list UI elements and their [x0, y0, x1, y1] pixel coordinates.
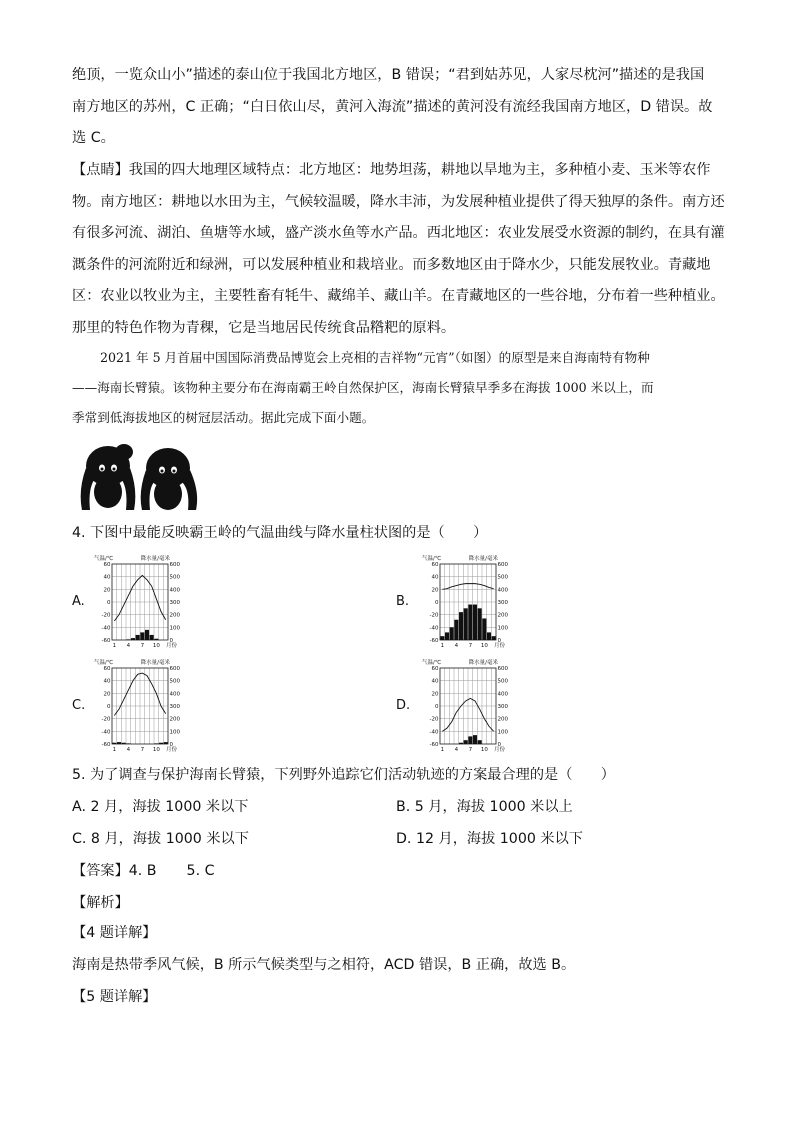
month-axis-label: 月份 — [166, 747, 178, 753]
temp-tick-label: -40 — [101, 625, 111, 632]
precip-tick-label: 200 — [169, 612, 180, 619]
precip-bar — [112, 743, 116, 744]
answer-5: 5. C — [186, 863, 215, 879]
answer-tag: 【答案】 — [72, 863, 129, 879]
month-tick-label: 10 — [152, 747, 160, 753]
precip-bar — [487, 632, 491, 640]
month-tick-label: 1 — [440, 747, 445, 753]
precip-bar — [468, 605, 472, 640]
text-line: 2021 年 5 月首届中国国际消费品博览会上亮相的吉祥物“元宵”（如图）的原型是来自海南特有物种 — [100, 350, 650, 365]
precip-bar — [464, 608, 468, 640]
month-tick-label: 7 — [468, 643, 473, 649]
precip-tick-label: 300 — [497, 600, 508, 606]
month-tick-label: 1 — [112, 643, 117, 649]
month-tick-label: 10 — [480, 643, 488, 649]
temp-tick-label: 40 — [431, 574, 439, 581]
precip-tick-label: 200 — [497, 716, 508, 723]
text-line: 物。南方地区：耕地以水田为主，气候较温暖，降水丰沛，为发展种植业提供了得天独厚的条件。南方还 — [72, 193, 725, 210]
question-5-stem: 5. 为了调查与保护海南长臂猿，下列野外追踪它们活动轨迹的方案最合理的是（ ） — [72, 767, 615, 783]
q5-option-a[interactable]: A. 2 月，海拔 1000 米以下 — [72, 799, 249, 815]
month-axis-label: 月份 — [494, 747, 506, 753]
precip-bar — [478, 740, 482, 744]
precip-tick-label: 600 — [169, 666, 180, 672]
temp-tick-label: 0 — [107, 704, 111, 710]
precip-tick-label: 0 — [169, 742, 173, 748]
precip-bar — [492, 636, 496, 640]
precip-axis-title: 降水量/毫米 — [140, 556, 170, 562]
option-b-label[interactable]: B. — [396, 594, 410, 609]
precip-bar — [126, 639, 130, 640]
jiexi-heading: 【解析】 — [72, 895, 129, 911]
precip-bar — [154, 639, 158, 640]
precip-bar — [478, 608, 482, 640]
temp-axis-title: 气温/℃ — [94, 660, 114, 666]
temp-tick-label: 60 — [103, 562, 111, 568]
dianjing-paragraph — [72, 155, 725, 344]
precip-tick-label: 400 — [169, 587, 180, 594]
option-a-label[interactable]: A. — [72, 594, 85, 609]
precip-tick-label: 500 — [169, 574, 180, 581]
precip-tick-label: 600 — [169, 562, 180, 568]
precip-tick-label: 300 — [169, 704, 180, 710]
climate-chart-c — [90, 656, 190, 756]
precip-bar — [445, 632, 449, 640]
temp-tick-label: 0 — [435, 600, 439, 606]
temp-tick-label: 40 — [103, 678, 111, 685]
q5-option-c[interactable]: C. 8 月，海拔 1000 米以下 — [72, 831, 249, 847]
temp-tick-label: -60 — [101, 742, 111, 748]
temp-axis-title: 气温/℃ — [94, 556, 114, 562]
month-tick-label: 1 — [112, 747, 117, 753]
temp-tick-label: -20 — [101, 612, 111, 619]
precip-bar — [159, 743, 163, 744]
dianjing-tag: 【点睛】 — [72, 162, 129, 178]
precip-bar — [459, 743, 463, 744]
temp-tick-label: 60 — [431, 562, 439, 568]
precip-tick-label: 100 — [169, 729, 180, 736]
precip-tick-label: 100 — [497, 729, 508, 736]
precip-bar — [459, 612, 463, 640]
month-tick-label: 1 — [440, 643, 445, 649]
precip-tick-label: 400 — [169, 691, 180, 698]
explanation-paragraph — [72, 60, 722, 155]
precip-tick-label: 0 — [497, 638, 501, 644]
option-c-label[interactable]: C. — [72, 698, 86, 713]
temp-tick-label: -60 — [429, 742, 439, 748]
precip-bar — [473, 605, 477, 640]
precip-bar — [473, 735, 477, 744]
temp-tick-label: -40 — [429, 625, 439, 632]
precip-axis-title: 降水量/毫米 — [140, 660, 170, 666]
text-line — [72, 155, 722, 187]
temp-tick-label: 20 — [103, 587, 111, 594]
month-axis-label: 月份 — [166, 643, 178, 649]
temp-tick-label: 20 — [431, 587, 439, 594]
text-line: 南方地区的苏州，C 正确；“白日依山尽，黄河入海流”描述的黄河没有流经我国南方地区，D 错误。故 — [72, 98, 713, 115]
temp-tick-label: -20 — [429, 612, 439, 619]
precip-tick-label: 100 — [497, 625, 508, 632]
precip-bar — [145, 630, 149, 640]
precip-bar — [450, 627, 454, 640]
precip-bar — [131, 638, 135, 640]
question-4-stem: 4. 下图中最能反映霸王岭的气温曲线与降水量柱状图的是（ ） — [72, 525, 488, 541]
detail-5-heading: 【5 题详解】 — [72, 989, 157, 1005]
precip-bar — [454, 620, 458, 640]
climate-chart-b — [418, 552, 518, 652]
text-line-content: 我国的四大地理区域特点：北方地区：地势坦荡，耕地以旱地为主，多种植小麦、玉米等农作 — [128, 162, 711, 178]
climate-chart-d — [418, 656, 518, 756]
climate-chart-a — [90, 552, 190, 652]
month-tick-label: 4 — [454, 747, 459, 753]
temp-axis-title: 气温/℃ — [422, 556, 442, 562]
precip-tick-label: 400 — [497, 691, 508, 698]
precip-bar — [468, 736, 472, 744]
precip-bar — [164, 742, 168, 744]
detail-4-heading: 【4 题详解】 — [72, 925, 157, 941]
precip-bar — [126, 743, 130, 744]
temp-tick-label: 40 — [103, 574, 111, 581]
precip-tick-label: 100 — [169, 625, 180, 632]
temp-tick-label: 0 — [435, 704, 439, 710]
answer-4: 4. B — [128, 863, 157, 879]
precip-tick-label: 200 — [497, 612, 508, 619]
precip-tick-label: 200 — [169, 716, 180, 723]
precip-bar — [482, 618, 486, 640]
temp-tick-label: -60 — [429, 638, 439, 644]
month-tick-label: 7 — [140, 747, 145, 753]
precip-tick-label: 300 — [169, 600, 180, 606]
option-d-label[interactable]: D. — [396, 698, 411, 713]
q5-option-b[interactable]: B. 5 月，海拔 1000 米以上 — [396, 799, 573, 815]
month-axis-label: 月份 — [494, 643, 506, 649]
answer-line — [72, 860, 215, 880]
precip-tick-label: 500 — [497, 678, 508, 685]
precip-axis-title: 降水量/毫米 — [468, 556, 498, 562]
precip-bar — [150, 635, 154, 640]
text-line: 季常到低海拔地区的树冠层活动。据此完成下面小题。 — [72, 410, 375, 425]
temp-tick-label: 60 — [431, 666, 439, 672]
temp-tick-label: -40 — [101, 729, 111, 736]
q5-option-d[interactable]: D. 12 月，海拔 1000 米以下 — [396, 831, 583, 847]
temp-tick-label: 20 — [103, 691, 111, 698]
precip-tick-label: 500 — [497, 574, 508, 581]
precip-bar — [154, 743, 158, 744]
month-tick-label: 4 — [454, 643, 459, 649]
month-tick-label: 7 — [468, 747, 473, 753]
text-line: 区：农业以牧业为主，主要牲畜有牦牛、藏绵羊、藏山羊。在青藏地区的一些谷地，分布着一些种植业。 — [72, 288, 725, 304]
temp-tick-label: 60 — [103, 666, 111, 672]
text-line: ——海南长臂猿。该物种主要分布在海南霸王岭自然保护区，海南长臂猿早季多在海拔 1000 米以上，而 — [72, 380, 654, 395]
temp-tick-label: 20 — [431, 691, 439, 698]
precip-tick-label: 400 — [497, 587, 508, 594]
temp-tick-label: -20 — [429, 716, 439, 723]
precip-tick-label: 600 — [497, 562, 508, 568]
month-tick-label: 4 — [126, 643, 131, 649]
text-line: 绝顶，一览众山小”描述的泰山位于我国北方地区，B 错误；“君到姑苏见，人家尽枕河”描述的是我国 — [72, 67, 705, 83]
precip-bar — [122, 743, 126, 744]
material-paragraph — [72, 343, 722, 433]
precip-bar — [117, 742, 121, 744]
temp-tick-label: 0 — [107, 600, 111, 606]
precip-tick-label: 0 — [497, 742, 501, 748]
temp-tick-label: -60 — [101, 638, 111, 644]
gibbon-mascot-image — [76, 440, 206, 512]
precip-axis-title: 降水量/毫米 — [468, 660, 498, 666]
month-tick-label: 7 — [140, 643, 145, 649]
precip-tick-label: 300 — [497, 704, 508, 710]
text-line: 那里的特色作物为青稞，它是当地居民传统食品糌粑的原料。 — [72, 319, 456, 336]
temp-tick-label: -20 — [101, 716, 111, 723]
month-tick-label: 4 — [126, 747, 131, 753]
precip-tick-label: 500 — [169, 678, 180, 685]
precip-bar — [136, 635, 140, 640]
text-line: 溉条件的河流附近和绿洲，可以发展种植业和栽培业。而多数地区由于降水少，只能发展牧业。青藏地 — [72, 256, 711, 273]
month-tick-label: 10 — [480, 747, 488, 753]
temp-tick-label: -40 — [429, 729, 439, 736]
precip-tick-label: 600 — [497, 666, 508, 672]
month-tick-label: 10 — [152, 643, 160, 649]
precip-bar — [464, 740, 468, 744]
temp-tick-label: 40 — [431, 678, 439, 685]
text-line: 有很多河流、湖泊、鱼塘等水域，盛产淡水鱼等水产品。西北地区：农业发展受水资源的制约，在具有灌 — [72, 225, 725, 241]
precip-tick-label: 0 — [169, 638, 173, 644]
detail-4-text: 海南是热带季风气候，B 所示气候类型与之相符，ACD 错误，B 正确，故选 B。 — [72, 957, 576, 973]
temp-axis-title: 气温/℃ — [422, 660, 442, 666]
precip-bar — [440, 636, 444, 640]
precip-bar — [140, 632, 144, 640]
text-line: 选 C。 — [72, 130, 115, 146]
